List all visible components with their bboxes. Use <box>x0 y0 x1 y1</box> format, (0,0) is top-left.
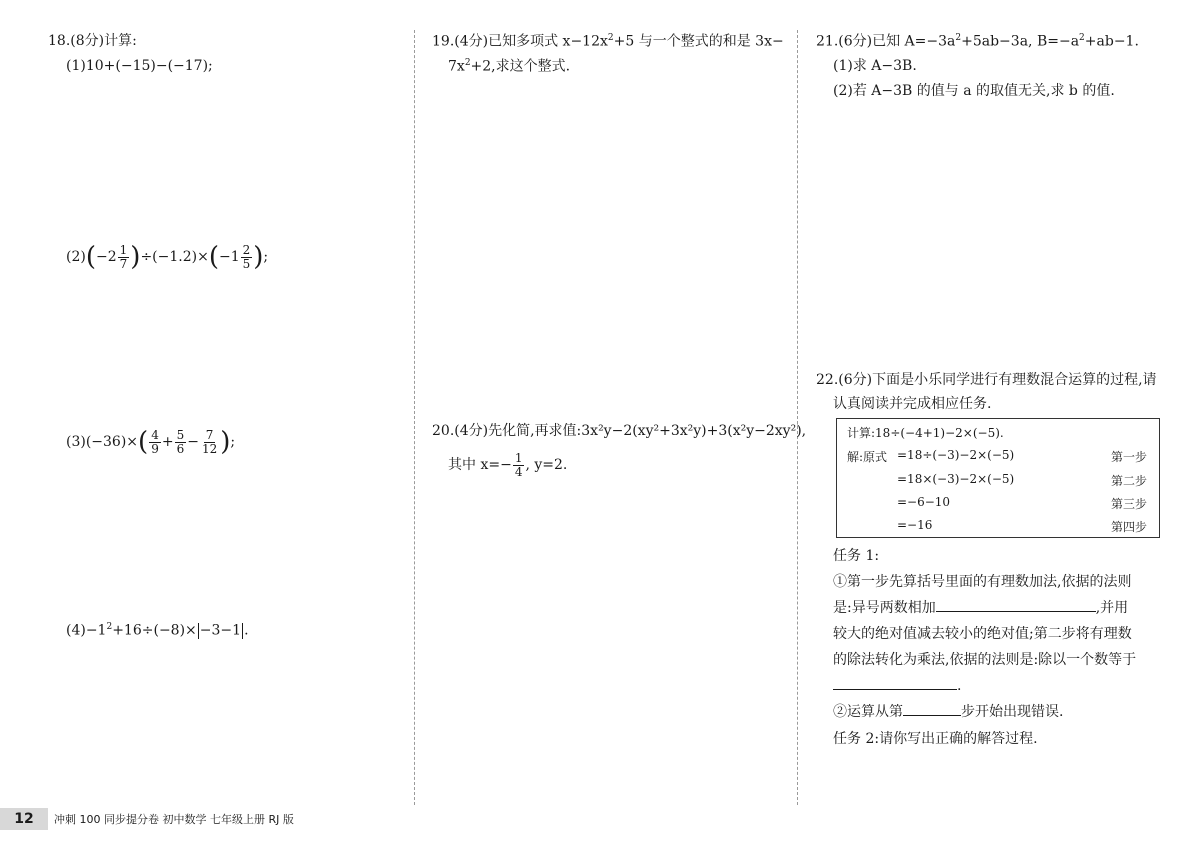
q21-part2: (2)若 A−3B 的值与 a 的取值无关,求 b 的值. <box>833 83 1115 99</box>
box-step-4: 第四步 <box>1110 520 1147 534</box>
q18-part1: (1)10+(−15)−(−17); <box>66 58 213 74</box>
answer-blank-1[interactable] <box>936 611 1096 612</box>
q20-x-fraction: $\frac{1}{4}$ <box>514 451 523 479</box>
q18-title: 18.(8分)计算: <box>48 33 137 49</box>
box-line-2: =18×(−3)−2×(−5) <box>897 472 1015 486</box>
task1-line5: . <box>833 678 961 695</box>
task1-line3: 较大的绝对值减去较小的绝对值;第二步将有理数 <box>833 626 1132 642</box>
answer-blank-2[interactable] <box>833 689 957 690</box>
q18-part2-fraction2: $\frac{2}{5}$ <box>242 243 251 271</box>
q18-part3-fraction2: $\frac{5}{6}$ <box>176 428 185 456</box>
q19-line1: 19.(4分)已知多项式 $x-12x^2+5$ 与一个整式的和是 3x− <box>432 33 784 50</box>
q20-line1: 20.(4分)先化简,再求值:3x²y−2(xy²+3x²y)+3(x²y−2xy²), <box>432 423 807 439</box>
q18-part2: (2)(−2 $\frac{1}{7}$ )÷(−1.2)×(−1 $\frac{2}{5}$ ); <box>66 242 269 273</box>
q18-part3: (3)(−36)×( $\frac{4}{9}$ + $\frac{5}{6}$ − $\frac{7}{12}$ ); <box>66 427 236 458</box>
answer-blank-3[interactable] <box>903 715 961 716</box>
solution-box <box>836 418 1160 538</box>
task1-line6: ②运算从第 步开始出现错误. <box>833 704 1064 720</box>
q22-line1: 22.(6分)下面是小乐同学进行有理数混合运算的过程,请 <box>816 372 1157 388</box>
box-line-3: =−6−10 <box>897 495 951 509</box>
box-line-1: =18÷(−3)−2×(−5) <box>897 448 1015 462</box>
q18-part2-fraction1: $\frac{1}{7}$ <box>119 243 128 271</box>
column-divider-1 <box>414 30 415 805</box>
box-step-3: 第三步 <box>1110 497 1147 511</box>
q20-line2: 其中 x=− $\frac{1}{4}$ , y=2. <box>448 451 568 479</box>
q18-part2-mixed2-whole: −1 <box>218 249 240 266</box>
page-number: 12 <box>0 808 48 830</box>
q21-part1: (1)求 A−3B. <box>833 58 917 74</box>
task1-title: 任务 1: <box>833 548 880 564</box>
q21-line1: 21.(6分)已知 $A=-3a^2+5ab-3a$, $B=-a^2+ab-1$. <box>816 33 1139 50</box>
q18-part2-label: (2) <box>66 249 86 266</box>
q18-part4: $(4)-1^2+16\div(-8)\times -3-1$ . <box>66 622 249 639</box>
q22-line2: 认真阅读并完成相应任务. <box>833 396 992 412</box>
column-divider-2 <box>797 30 798 805</box>
task1-line1: ①第一步先算括号里面的有理数加法,依据的法则 <box>833 574 1132 590</box>
q19-line2: $7x^2+2$,求这个整式. <box>448 58 571 75</box>
q18-part3-fraction3: $\frac{7}{12}$ <box>201 428 218 456</box>
q18-part3-label: (3)(−36)× <box>66 434 139 451</box>
box-line-4: =−16 <box>897 518 933 532</box>
box-calc-line: 计算:18÷(−4+1)−2×(−5). <box>847 426 1004 440</box>
box-solution-label: 解:原式 <box>847 450 888 464</box>
box-step-2: 第二步 <box>1110 474 1147 488</box>
task1-line4: 的除法转化为乘法,依据的法则是:除以一个数等于 <box>833 652 1137 668</box>
box-step-1: 第一步 <box>1110 450 1147 464</box>
q18-part2-mixed1-whole: −2 <box>96 249 117 266</box>
footer-text: 冲刺 100 同步提分卷 初中数学 七年级上册 RJ 版 <box>54 813 294 826</box>
task1-line2: 是:异号两数相加 ,并用 <box>833 600 1129 616</box>
q18-part3-fraction1: $\frac{4}{9}$ <box>151 428 159 456</box>
q18-part2-middle: ÷(−1.2)× <box>140 249 209 266</box>
q18-part4-absolute-value: −3−1 <box>199 622 242 639</box>
task2-line: 任务 2:请你写出正确的解答过程. <box>833 731 1038 747</box>
